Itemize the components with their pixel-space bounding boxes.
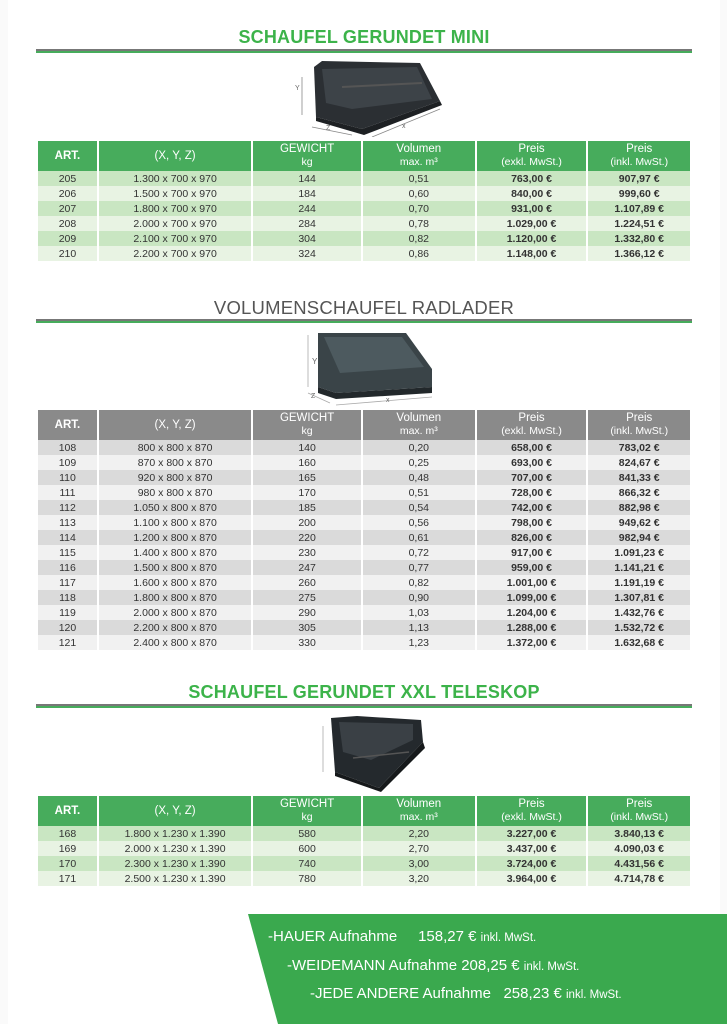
addon-tax: inkl. MwSt. [523,961,580,973]
addon-name: -HAUER Aufnahme [268,928,398,945]
cell-volume: 1,03 [363,605,475,620]
cell-volume: 0,20 [363,440,475,455]
bucket-xxl-image [313,712,431,792]
cell-dims: 2.000 x 1.230 x 1.390 [99,841,251,856]
col-price-excl: Preis (exkl. MwSt.) [477,410,587,440]
cell-art: 112 [38,500,97,515]
cell-art: 116 [38,560,97,575]
col-art: ART. [38,796,97,826]
cell-weight: 200 [253,515,361,530]
cell-dims: 1.400 x 800 x 870 [99,545,251,560]
cell-price-excl: 1.372,00 € [477,635,587,650]
cell-weight: 330 [253,635,361,650]
cell-price-excl: 658,00 € [477,440,587,455]
table-row [38,440,690,455]
cell-volume: 1,13 [363,620,475,635]
cell-price-incl: 907,97 € [588,171,690,186]
cell-art: 114 [38,530,97,545]
cell-price-incl: 1.141,21 € [588,560,690,575]
cell-price-incl: 1.191,19 € [588,575,690,590]
table-row [38,231,690,246]
cell-weight: 780 [253,871,361,886]
axis-label-x: x [402,123,406,130]
price-table-xxl [36,796,692,886]
addon-line-andere [310,985,622,1002]
cell-volume: 3,20 [363,871,475,886]
cell-volume: 0,61 [363,530,475,545]
cell-weight: 324 [253,246,361,261]
cell-weight: 740 [253,856,361,871]
cell-art: 120 [38,620,97,635]
cell-price-excl: 1.029,00 € [477,216,587,231]
table-row [38,560,690,575]
table-row [38,515,690,530]
addon-price: 258,23 € [503,985,562,1002]
cell-volume: 0,72 [363,545,475,560]
cell-art: 169 [38,841,97,856]
table-row [38,246,690,261]
price-sheet [8,0,720,1024]
cell-price-incl: 1.107,89 € [588,201,690,216]
cell-price-excl: 1.120,00 € [477,231,587,246]
cell-volume: 0,48 [363,470,475,485]
cell-volume: 1,23 [363,635,475,650]
addon-line-weidemann [287,957,579,974]
table-row [38,590,690,605]
table-row [38,871,690,886]
table-row [38,841,690,856]
price-table-radlader [36,410,692,650]
cell-weight: 144 [253,171,361,186]
cell-dims: 920 x 800 x 870 [99,470,251,485]
axis-label-x: x [386,397,390,404]
cell-volume: 0,70 [363,201,475,216]
cell-volume: 0,51 [363,171,475,186]
cell-weight: 220 [253,530,361,545]
cell-volume: 0,77 [363,560,475,575]
cell-art: 119 [38,605,97,620]
section-rule [36,704,692,708]
cell-art: 206 [38,186,97,201]
cell-price-incl: 1.532,72 € [588,620,690,635]
col-price-incl: Preis (inkl. MwSt.) [588,796,690,826]
cell-price-excl: 1.148,00 € [477,246,587,261]
table-row [38,620,690,635]
price-table-mini [36,141,692,261]
cell-price-excl: 840,00 € [477,186,587,201]
cell-price-excl: 1.288,00 € [477,620,587,635]
cell-volume: 0,78 [363,216,475,231]
cell-dims: 2.000 x 700 x 970 [99,216,251,231]
cell-price-incl: 866,32 € [588,485,690,500]
addon-tax: inkl. MwSt. [566,989,622,1001]
section-title-radlader: VOLUMENSCHAUFEL RADLADER [213,297,515,318]
cell-price-incl: 1.307,81 € [588,590,690,605]
axis-label-z: Z [311,393,316,400]
cell-volume: 0,60 [363,186,475,201]
cell-volume: 0,82 [363,575,475,590]
table-row [38,455,690,470]
col-weight: GEWICHT kg [253,410,361,440]
cell-price-excl: 917,00 € [477,545,587,560]
cell-dims: 800 x 800 x 870 [99,440,251,455]
cell-price-excl: 728,00 € [477,485,587,500]
cell-dims: 1.800 x 1.230 x 1.390 [99,826,251,841]
section-title-mini: SCHAUFEL GERUNDET MINI [238,27,490,47]
axis-label-y: Y [295,85,300,92]
cell-weight: 140 [253,440,361,455]
cell-art: 115 [38,545,97,560]
cell-price-excl: 1.204,00 € [477,605,587,620]
cell-price-incl: 4.714,78 € [588,871,690,886]
cell-price-incl: 1.224,51 € [588,216,690,231]
cell-dims: 2.100 x 700 x 970 [99,231,251,246]
cell-price-excl: 3.227,00 € [477,826,587,841]
cell-price-incl: 1.366,12 € [588,246,690,261]
cell-price-incl: 783,02 € [588,440,690,455]
table-row [38,186,690,201]
cell-art: 113 [38,515,97,530]
cell-volume: 2,70 [363,841,475,856]
cell-price-excl: 3.724,00 € [477,856,587,871]
cell-dims: 1.500 x 800 x 870 [99,560,251,575]
cell-price-excl: 763,00 € [477,171,587,186]
table-row [38,485,690,500]
cell-price-incl: 999,60 € [588,186,690,201]
cell-dims: 2.400 x 800 x 870 [99,635,251,650]
bucket-mini-image [292,57,442,137]
section-title-xxl: SCHAUFEL GERUNDET XXL TELESKOP [188,682,540,702]
cell-dims: 1.100 x 800 x 870 [99,515,251,530]
cell-dims: 1.200 x 800 x 870 [99,530,251,545]
axis-label-z: Z [326,125,331,132]
cell-dims: 2.200 x 700 x 970 [99,246,251,261]
cell-dims: 1.800 x 700 x 970 [99,201,251,216]
cell-art: 118 [38,590,97,605]
cell-dims: 2.300 x 1.230 x 1.390 [99,856,251,871]
table-row [38,575,690,590]
table-row [38,826,690,841]
cell-art: 208 [38,216,97,231]
col-weight: GEWICHT kg [253,796,361,826]
cell-art: 109 [38,455,97,470]
cell-art: 111 [38,485,97,500]
cell-art: 209 [38,231,97,246]
cell-art: 207 [38,201,97,216]
cell-dims: 2.200 x 800 x 870 [99,620,251,635]
addon-price: 158,27 € [418,928,477,945]
cell-price-incl: 1.091,23 € [588,545,690,560]
addon-line-hauer [268,928,536,945]
cell-weight: 580 [253,826,361,841]
table-row [38,635,690,650]
cell-weight: 260 [253,575,361,590]
cell-dims: 2.000 x 800 x 870 [99,605,251,620]
cell-weight: 247 [253,560,361,575]
cell-volume: 0,82 [363,231,475,246]
cell-dims: 1.600 x 800 x 870 [99,575,251,590]
cell-dims: 980 x 800 x 870 [99,485,251,500]
table-row [38,530,690,545]
col-art: ART. [38,141,97,171]
cell-art: 117 [38,575,97,590]
addon-tax: inkl. MwSt. [480,932,537,944]
col-volume: Volumen max. m³ [363,141,475,171]
col-price-incl: Preis (inkl. MwSt.) [588,410,690,440]
cell-volume: 2,20 [363,826,475,841]
cell-weight: 230 [253,545,361,560]
cell-volume: 0,86 [363,246,475,261]
cell-art: 210 [38,246,97,261]
bucket-radlader-image [296,327,446,407]
col-dims: (X, Y, Z) [99,141,251,171]
axis-label-y: Y [312,357,318,366]
col-weight: GEWICHT kg [253,141,361,171]
cell-price-incl: 824,67 € [588,455,690,470]
cell-price-incl: 1.632,68 € [588,635,690,650]
cell-art: 170 [38,856,97,871]
table-row [38,470,690,485]
cell-price-excl: 1.001,00 € [477,575,587,590]
col-dims: (X, Y, Z) [99,410,251,440]
cell-weight: 600 [253,841,361,856]
table-row [38,545,690,560]
cell-weight: 290 [253,605,361,620]
cell-price-incl: 982,94 € [588,530,690,545]
cell-weight: 305 [253,620,361,635]
table-row [38,605,690,620]
cell-price-excl: 3.964,00 € [477,871,587,886]
cell-volume: 0,56 [363,515,475,530]
cell-art: 110 [38,470,97,485]
cell-weight: 275 [253,590,361,605]
cell-price-excl: 931,00 € [477,201,587,216]
cell-dims: 1.800 x 800 x 870 [99,590,251,605]
addon-price: 208,25 € [461,957,520,974]
cell-dims: 1.300 x 700 x 970 [99,171,251,186]
cell-art: 171 [38,871,97,886]
table-row [38,856,690,871]
cell-price-incl: 841,33 € [588,470,690,485]
cell-weight: 184 [253,186,361,201]
col-price-excl: Preis (exkl. MwSt.) [477,141,587,171]
cell-price-incl: 1.432,76 € [588,605,690,620]
cell-weight: 160 [253,455,361,470]
col-volume: Volumen max. m³ [363,796,475,826]
cell-price-excl: 3.437,00 € [477,841,587,856]
cell-art: 205 [38,171,97,186]
cell-art: 108 [38,440,97,455]
cell-price-excl: 742,00 € [477,500,587,515]
table-row [38,201,690,216]
cell-price-incl: 949,62 € [588,515,690,530]
cell-weight: 284 [253,216,361,231]
table-row [38,171,690,186]
cell-weight: 185 [253,500,361,515]
cell-volume: 0,54 [363,500,475,515]
cell-art: 168 [38,826,97,841]
cell-price-excl: 707,00 € [477,470,587,485]
table-row [38,216,690,231]
cell-weight: 170 [253,485,361,500]
section-rule [36,319,692,323]
cell-price-incl: 4.090,03 € [588,841,690,856]
col-price-incl: Preis (inkl. MwSt.) [588,141,690,171]
cell-price-incl: 4.431,56 € [588,856,690,871]
cell-dims: 870 x 800 x 870 [99,455,251,470]
addon-name: -WEIDEMANN Aufnahme [287,957,458,974]
cell-price-excl: 1.099,00 € [477,590,587,605]
cell-weight: 165 [253,470,361,485]
cell-price-excl: 959,00 € [477,560,587,575]
cell-dims: 1.050 x 800 x 870 [99,500,251,515]
cell-price-excl: 693,00 € [477,455,587,470]
cell-dims: 2.500 x 1.230 x 1.390 [99,871,251,886]
cell-price-incl: 882,98 € [588,500,690,515]
col-volume: Volumen max. m³ [363,410,475,440]
cell-price-incl: 1.332,80 € [588,231,690,246]
table-row [38,500,690,515]
cell-volume: 0,90 [363,590,475,605]
cell-weight: 244 [253,201,361,216]
section-rule [36,49,692,53]
cell-price-incl: 3.840,13 € [588,826,690,841]
col-dims: (X, Y, Z) [99,796,251,826]
cell-art: 121 [38,635,97,650]
col-price-excl: Preis (exkl. MwSt.) [477,796,587,826]
cell-weight: 304 [253,231,361,246]
cell-dims: 1.500 x 700 x 970 [99,186,251,201]
cell-price-excl: 826,00 € [477,530,587,545]
cell-volume: 0,25 [363,455,475,470]
col-art: ART. [38,410,97,440]
cell-volume: 0,51 [363,485,475,500]
addon-name: -JEDE ANDERE Aufnahme [310,985,491,1002]
cell-volume: 3,00 [363,856,475,871]
cell-price-excl: 798,00 € [477,515,587,530]
